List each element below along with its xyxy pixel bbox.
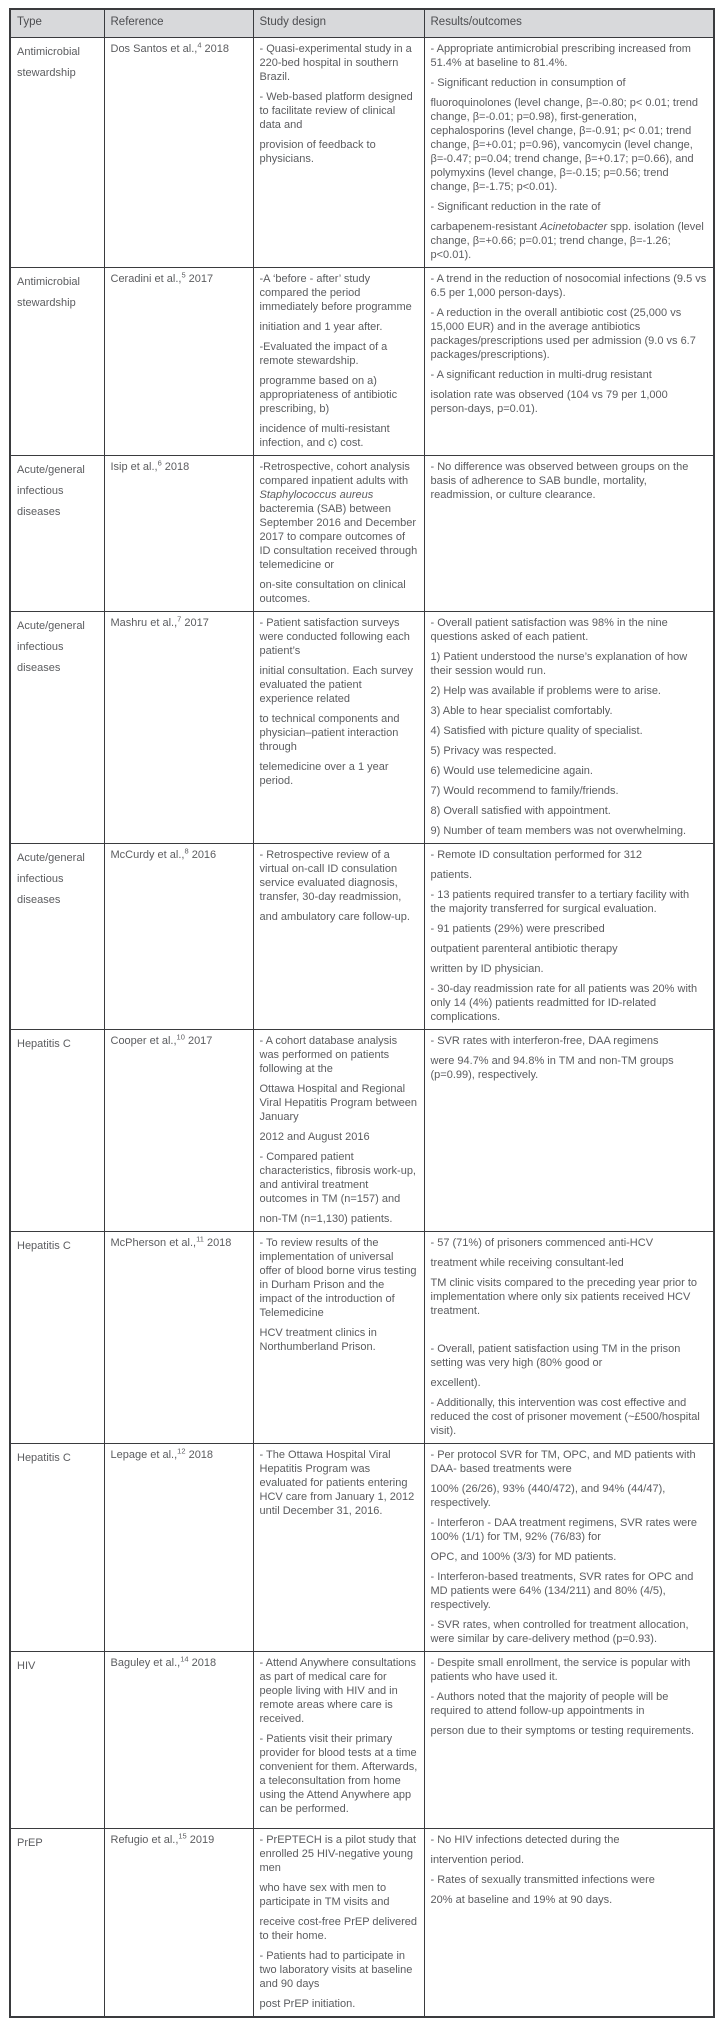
italic-species-name: Acinetobacter — [539, 221, 608, 233]
cell-paragraph: HCV treatment clinics in Northumberland Prison. — [259, 1327, 377, 1353]
cell-paragraph: Ottawa Hospital and Regional Viral Hepatitis Program between January — [259, 1083, 418, 1123]
cell-paragraph: - A cohort database analysis was performed on patients following at the — [259, 1035, 398, 1075]
cell-paragraph: person due to their symptoms or testing requirements. — [430, 1725, 695, 1737]
cell-paragraph: - Patients had to participate in two laboratory visits at baseline and 90 days — [259, 1950, 413, 1990]
cell-paragraph: receive cost-free PrEP delivered to their home. — [259, 1916, 418, 1942]
cell-paragraph: isolation rate was observed (104 vs 79 per 1,000 person-days, p=0.01). — [430, 389, 668, 415]
type-cell: Hepatitis C — [10, 1232, 104, 1444]
table-row — [10, 456, 714, 612]
cell-paragraph: 9) Number of team members was not overwhelming. — [430, 825, 687, 837]
cell-paragraph: - Patients visit their primary provider for blood tests at a time convenient for them. Afterwards, a teleconsultation from home using the Attend Anywhere app can be performed. — [259, 1733, 418, 1815]
cell-paragraph: outpatient parenteral antibiotic therapy — [430, 943, 618, 955]
cell-paragraph: 1) Patient understood the nurse’s explanation of how their session would run. — [430, 651, 688, 677]
cell-paragraph: - Per protocol SVR for TM, OPC, and MD patients with DAA- based treatments were — [430, 1449, 696, 1475]
study-design-cell — [253, 1232, 424, 1444]
citation-superscript: 14 — [180, 1654, 189, 1664]
column-header-study-design: Study design — [253, 9, 424, 38]
citation-superscript: 10 — [176, 1032, 185, 1042]
cell-paragraph: 5) Privacy was respected. — [430, 745, 557, 757]
cell-paragraph: telemedicine over a 1 year period. — [259, 761, 389, 787]
citation-superscript: 6 — [157, 458, 162, 468]
cell-paragraph: written by ID physician. — [430, 963, 544, 975]
results-cell — [424, 268, 714, 456]
citation-superscript: 11 — [196, 1234, 204, 1244]
cell-paragraph: 7) Would recommend to family/friends. — [430, 785, 619, 797]
table-row — [10, 612, 714, 844]
cell-paragraph: - To review results of the implementation of universal offer of blood borne virus testing in Durham Prison and the impact of the introduction of Telemedicine — [259, 1237, 417, 1319]
cell-paragraph: - Remote ID consultation performed for 312 — [430, 849, 643, 861]
cell-paragraph: initiation and 1 year after. — [259, 321, 383, 333]
cell-paragraph: TM clinic visits compared to the preceding year prior to implementation where only six patients received HCV treatment. — [430, 1277, 698, 1317]
citation-superscript: 7 — [177, 614, 182, 624]
study-design-cell — [253, 1444, 424, 1652]
italic-species-name: Staphylococcus aureus — [259, 489, 374, 501]
cell-paragraph: - 13 patients required transfer to a tertiary facility with the majority transferred for surgical evaluation. — [430, 889, 690, 915]
cell-paragraph: - The Ottawa Hospital Viral Hepatitis Program was evaluated for patients entering HCV care from January 1, 2012 until December 31, 2016. — [259, 1449, 415, 1517]
text-segment: spp. isolation (level change, β=+0.66; p=0.01; trend change, β=-1.26; p<0.01). — [430, 221, 704, 261]
results-cell — [424, 38, 714, 268]
type-cell: Acute/general infectious diseases — [10, 844, 104, 1030]
results-cell — [424, 612, 714, 844]
table-row — [10, 844, 714, 1030]
reference-cell: Cooper et al.,$^{10}$ 2017 — [104, 1030, 253, 1232]
cell-paragraph: 100% (26/26), 93% (440/472), and 94% (44/47), respectively. — [430, 1483, 666, 1509]
cell-paragraph: 3) Able to hear specialist comfortably. — [430, 705, 613, 717]
reference-cell: Baguley et al.,$^{14}$ 2018 — [104, 1652, 253, 1829]
cell-paragraph: - Web-based platform designed to facilitate review of clinical data and — [259, 91, 413, 131]
cell-paragraph: - Additionally, this intervention was cost effective and reduced the cost of prisoner movement (~£500/hospital visit). — [430, 1397, 700, 1437]
reference-cell: Mashru et al.,$^7$ 2017 — [104, 612, 253, 844]
cell-paragraph: and ambulatory care follow-up. — [259, 911, 410, 923]
study-design-cell — [253, 38, 424, 268]
cell-paragraph: - Interferon-based treatments, SVR rates for OPC and MD patients were 64% (134/211) and 80% (4/5), respectively. — [430, 1571, 694, 1611]
reference-cell: Dos Santos et al.,$^4$ 2018 — [104, 38, 253, 268]
results-cell — [424, 1232, 714, 1444]
cell-paragraph: - PrEPTECH is a pilot study that enrolled 25 HIV-negative young men — [259, 1834, 416, 1874]
cell-paragraph: - Retrospective review of a virtual on-call ID consulation service evaluated diagnosis, transfer, 30-day readmission, — [259, 849, 402, 903]
type-cell: PrEP — [10, 1829, 104, 2018]
table-row — [10, 38, 714, 268]
cell-paragraph: to technical components and physician–patient interaction through — [259, 713, 400, 753]
cell-paragraph: treatment while receiving consultant-led — [430, 1257, 624, 1269]
table-body — [10, 38, 714, 2018]
citation-superscript: 15 — [178, 1831, 187, 1841]
cell-paragraph: on-site consultation on clinical outcomes. — [259, 579, 406, 605]
cell-paragraph: 2012 and August 2016 — [259, 1131, 370, 1143]
cell-paragraph — [260, 460, 418, 572]
table-row — [10, 1030, 714, 1232]
cell-paragraph: -A ‘before - after’ study compared the period immediately before programme — [259, 273, 412, 313]
type-cell: Hepatitis C — [10, 1444, 104, 1652]
results-cell — [424, 1829, 714, 2018]
cell-paragraph: - Overall patient satisfaction was 98% in the nine questions asked of each patient. — [430, 617, 668, 643]
cell-paragraph: incidence of multi-resistant infection, and c) cost. — [259, 423, 390, 449]
study-design-cell — [253, 844, 424, 1030]
cell-paragraph: 20% at baseline and 19% at 90 days. — [430, 1894, 613, 1906]
results-cell — [424, 1444, 714, 1652]
cell-paragraph: - Attend Anywhere consultations as part of medical care for people living with HIV and in remote areas where care is received. — [259, 1657, 417, 1725]
table-row — [10, 1829, 714, 2018]
results-cell — [424, 456, 714, 612]
cell-paragraph: - Authors noted that the majority of people will be required to attend follow-up appointments in — [430, 1691, 669, 1717]
cell-paragraph: - Quasi-experimental study in a 220-bed hospital in southern Brazil. — [259, 43, 412, 83]
cell-paragraph: -Evaluated the impact of a remote stewardship. — [259, 341, 388, 367]
cell-paragraph: 6) Would use telemedicine again. — [430, 765, 593, 777]
table-row — [10, 1444, 714, 1652]
text-segment: bacteremia (SAB) between September 2016 and December 2017 to compare outcomes of ID consultation received through telemedicine or — [259, 503, 418, 571]
reference-cell: Ceradini et al.,$^5$ 2017 — [104, 268, 253, 456]
reference-cell: Refugio et al.,$^{15}$ 2019 — [104, 1829, 253, 2018]
cell-paragraph: patients. — [430, 869, 473, 881]
column-header-results-outcomes: Results/outcomes — [424, 9, 714, 38]
cell-paragraph: - Compared patient characteristics, fibrosis work-up, and antiviral treatment outcomes in TM (n=157) and — [259, 1151, 416, 1205]
reference-cell: McPherson et al.,$^{11}$ 2018 — [104, 1232, 253, 1444]
table-row — [10, 1232, 714, 1444]
cell-paragraph: - 57 (71%) of prisoners commenced anti-HCV — [430, 1237, 654, 1249]
cell-paragraph: initial consultation. Each survey evaluated the patient experience related — [259, 665, 413, 705]
results-cell — [424, 1652, 714, 1829]
cell-paragraph: 4) Satisfied with picture quality of specialist. — [430, 725, 643, 737]
citation-superscript: 12 — [177, 1446, 186, 1456]
cell-paragraph: - Interferon - DAA treatment regimens, SVR rates were 100% (1/1) for TM, 92% (76/83) for — [430, 1517, 698, 1543]
reference-cell: Isip et al.,$^6$ 2018 — [104, 456, 253, 612]
cell-paragraph: - Patient satisfaction surveys were conducted following each patient’s — [259, 617, 410, 657]
type-cell: Antimicrobial stewardship — [10, 268, 104, 456]
reference-cell: Lepage et al.,$^{12}$ 2018 — [104, 1444, 253, 1652]
table-row — [10, 1652, 714, 1829]
cell-paragraph — [431, 1324, 708, 1336]
type-cell: Acute/general infectious diseases — [10, 612, 104, 844]
cell-paragraph: - No HIV infections detected during the — [430, 1834, 620, 1846]
results-cell — [424, 844, 714, 1030]
cell-paragraph: 2) Help was available if problems were to arise. — [430, 685, 661, 697]
cell-paragraph — [431, 220, 708, 262]
cell-paragraph: were 94.7% and 94.8% in TM and non-TM groups (p=0.99), respectively. — [430, 1055, 674, 1081]
cell-paragraph: - 30-day readmission rate for all patients was 20% with only 14 (4%) patients readmitted for ID-related complications. — [430, 983, 698, 1023]
cell-paragraph: - No difference was observed between groups on the basis of adherence to SAB bundle, mortality, readmission, or culture clearance. — [430, 461, 689, 501]
cell-paragraph: - SVR rates, when controlled for treatment allocation, were similar by care-delivery method (p=0.93). — [430, 1619, 689, 1645]
cell-paragraph: - 91 patients (29%) were prescribed — [430, 923, 605, 935]
study-design-cell — [253, 456, 424, 612]
reference-cell: McCurdy et al.,$^8$ 2016 — [104, 844, 253, 1030]
cell-paragraph: provision of feedback to physicians. — [259, 139, 376, 165]
citation-superscript: 4 — [197, 40, 202, 50]
study-design-cell — [253, 612, 424, 844]
study-design-cell — [253, 268, 424, 456]
study-design-cell — [253, 1652, 424, 1829]
type-cell: Antimicrobial stewardship — [10, 38, 104, 268]
cell-paragraph: - Appropriate antimicrobial prescribing increased from 51.4% at baseline to 81.4%. — [430, 43, 691, 69]
cell-paragraph: - A reduction in the overall antibiotic cost (25,000 vs 15,000 EUR) and in the average antibiotics packages/prescriptions used per admission (9.0 vs 6.7 packages/prescriptions). — [430, 307, 696, 361]
cell-paragraph: who have sex with men to participate in TM visits and — [259, 1882, 390, 1908]
studies-table — [9, 8, 715, 2018]
table-row — [10, 268, 714, 456]
type-cell: Hepatitis C — [10, 1030, 104, 1232]
citation-superscript: 8 — [184, 846, 189, 856]
cell-paragraph: programme based on a) appropriateness of antibiotic prescribing, b) — [259, 375, 398, 415]
text-segment: carbapenem-resistant — [430, 221, 540, 233]
cell-paragraph: post PrEP initiation. — [259, 1998, 356, 2010]
cell-paragraph: - A significant reduction in multi-drug resistant — [430, 369, 652, 381]
cell-paragraph: intervention period. — [430, 1854, 525, 1866]
column-header-reference: Reference — [104, 9, 253, 38]
cell-paragraph: OPC, and 100% (3/3) for MD patients. — [430, 1551, 617, 1563]
cell-paragraph: - Rates of sexually transmitted infections were — [430, 1874, 655, 1886]
cell-paragraph: 8) Overall satisfied with appointment. — [430, 805, 611, 817]
study-design-cell — [253, 1030, 424, 1232]
cell-paragraph: - SVR rates with interferon-free, DAA regimens — [430, 1035, 659, 1047]
cell-paragraph: - Despite small enrollment, the service is popular with patients who have used it. — [430, 1657, 691, 1683]
column-header-type: Type — [10, 9, 104, 38]
study-design-cell — [253, 1829, 424, 2018]
type-cell: HIV — [10, 1652, 104, 1829]
cell-paragraph: - Significant reduction in the rate of — [430, 201, 601, 213]
cell-paragraph: - Overall, patient satisfaction using TM in the prison setting was very high (80% good or — [430, 1343, 681, 1369]
cell-paragraph: - Significant reduction in consumption of — [430, 77, 626, 89]
cell-paragraph: - A trend in the reduction of nosocomial infections (9.5 vs 6.5 per 1,000 person-days). — [430, 273, 707, 299]
cell-paragraph: fluoroquinolones (level change, β=-0.80; p< 0.01; trend change, β=-0.01; p=0.98), first-generation, cephalosporins (level change, β=-0.91; p< 0.01; trend change, β=+0.01; p=0.96), vancomycin (level change, β=-0.47; p=0.04; trend change, β=+0.17; p=0.66), and polymyxins (level change, β=-0.15; p=0.56; trend change, β=-1.75; p<0.01). — [430, 97, 698, 193]
cell-paragraph: excellent). — [430, 1377, 481, 1389]
cell-paragraph: non-TM (n=1,130) patients. — [259, 1213, 393, 1225]
table-header-row — [10, 9, 714, 38]
results-cell — [424, 1030, 714, 1232]
text-segment: -Retrospective, cohort analysis compared inpatient adults with — [259, 461, 410, 487]
type-cell: Acute/general infectious diseases — [10, 456, 104, 612]
citation-superscript: 5 — [181, 270, 186, 280]
